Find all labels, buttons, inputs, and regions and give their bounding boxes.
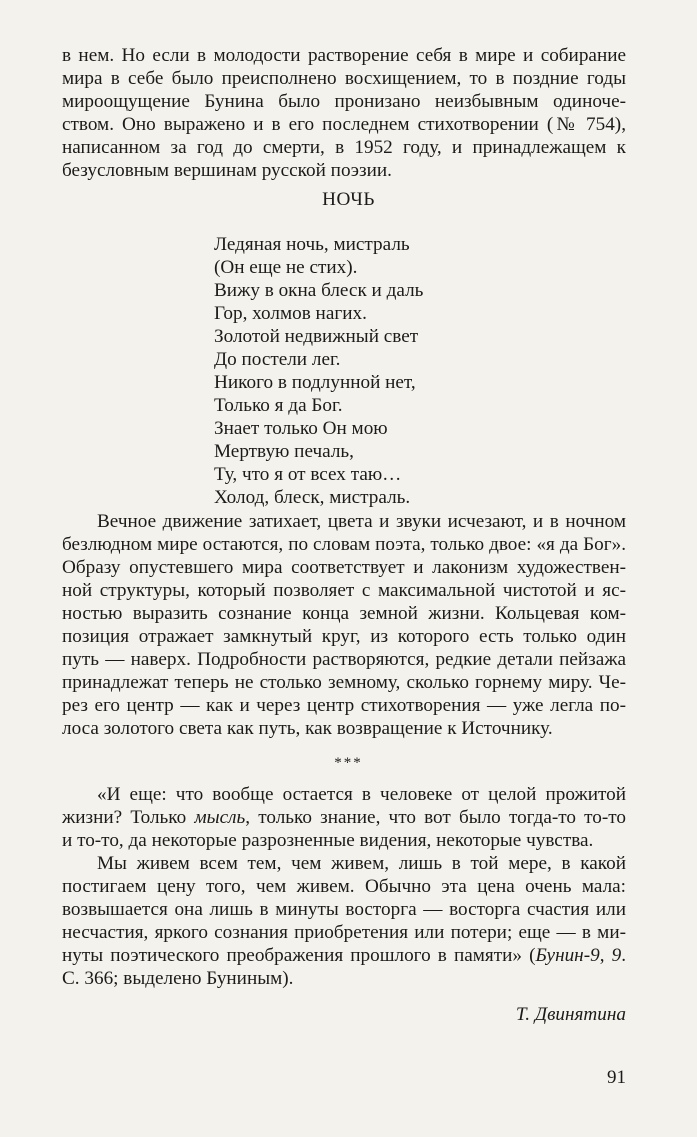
- text-segment: .: [621, 945, 626, 966]
- poem-line: Вижу в окна блеск и даль: [214, 280, 424, 301]
- page-number: 91: [607, 1067, 626, 1088]
- citation-source: Бунин-9: [535, 945, 600, 966]
- text-line: Образу опустевшего мира соответствует и лаконизм художествен-: [62, 557, 626, 578]
- text-line: Вечное движение затихает, цвета и звуки исчезают, и в ночном: [97, 511, 626, 532]
- text-segment: ,: [599, 945, 612, 966]
- text-line: и то-то, да некоторые разрозненные видения, некоторые чувства.: [62, 830, 594, 851]
- text-line: возвышается она лишь в минуты восторга — восторга счастия или: [62, 899, 626, 920]
- text-line: ной структуры, который позволяет с максимальной чистотой и яс-: [62, 580, 626, 601]
- text-line: безлюдном мире остаются, по словам поэта, только двое: «я да Бог».: [62, 534, 626, 555]
- text-line: написанном за год до смерти, в 1952 году, и принадлежащем к: [62, 137, 626, 158]
- poem-line: Никого в подлунной нет,: [214, 372, 416, 393]
- poem: [214, 233, 423, 509]
- citation-volume: 9: [611, 945, 622, 966]
- text-segment: жизни? Только: [62, 807, 195, 828]
- text-line: ностью выразить сознание конца земной жизни. Кольцевая ком-: [62, 603, 626, 624]
- text-line: лоса золотого света как путь, как возвращение к Источнику.: [62, 718, 553, 739]
- text-line: несчастия, яркого сознания приобретения или потери; еще — в ми-: [62, 922, 626, 943]
- text-line: [62, 944, 626, 967]
- text-line: мироощущение Бунина было пронизано неизбывным одиноче-: [62, 91, 626, 112]
- text-segment: нуты поэтического преображения прошлого в памяти» (: [62, 945, 536, 966]
- text-line: мира в себе было преисполнено восхищением, то в поздние годы: [62, 68, 626, 89]
- text-line: ством. Оно выражено и в его последнем стихотворении (№ 754),: [62, 114, 626, 135]
- text-line: рез его центр — как и через центр стихотворения — уже легла по-: [62, 695, 626, 716]
- text-line: принадлежат теперь не столько земному, сколько горнему миру. Че-: [62, 672, 626, 693]
- text-line: Мы живем всем тем, чем живем, лишь в той мере, в какой: [97, 853, 626, 874]
- section-separator: ***: [334, 755, 363, 771]
- poem-line: Холод, блеск, мистраль.: [214, 487, 411, 508]
- author-signature: Т. Двинятина: [515, 1004, 626, 1025]
- text-line: позиция отражает замкнутый круг, из которого есть только один: [62, 626, 626, 647]
- text-line: [62, 806, 626, 829]
- poem-line: Мертвую печаль,: [214, 441, 354, 462]
- poem-line: Гор, холмов нагих.: [214, 303, 367, 324]
- poem-title: НОЧЬ: [322, 189, 375, 210]
- poem-line: Золотой недвижный свет: [214, 326, 419, 347]
- text-line: безусловным вершинам русской поэзии.: [62, 160, 392, 181]
- text-line: «И еще: что вообще остается в человеке от целой прожитой: [97, 784, 626, 805]
- text-line: в нем. Но если в молодости растворение себя в мире и собирание: [62, 45, 626, 66]
- text-segment: , только знание, что вот было тогда-то то-то: [245, 807, 626, 828]
- text-line: С. 366; выделено Буниным).: [62, 968, 294, 989]
- poem-line: Только я да Бог.: [214, 395, 343, 416]
- poem-line: Ту, что я от всех таю…: [214, 464, 402, 485]
- text-line: путь — наверх. Подробности растворяются, редкие детали пейзажа: [62, 649, 626, 670]
- text-line: постигаем цену того, чем живем. Обычно эта цена очень мала:: [62, 876, 626, 897]
- poem-line: Ледяная ночь, мистраль: [214, 234, 410, 255]
- emphasis-text: мысль: [194, 807, 246, 828]
- poem-line: Знает только Он мою: [214, 418, 388, 439]
- poem-line: До постели лег.: [214, 349, 341, 370]
- poem-line: (Он еще не стих).: [214, 257, 358, 278]
